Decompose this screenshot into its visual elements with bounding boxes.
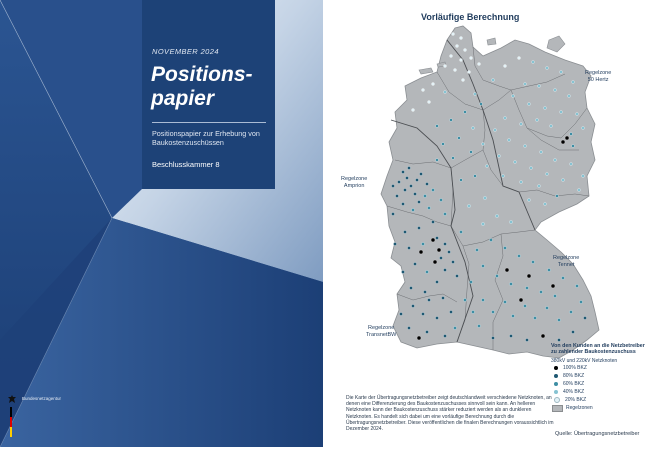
legend-dot-icon <box>554 382 558 386</box>
cover-subtitle: Positionspapier zur Erhebung von Baukostenzuschüssen <box>152 129 260 147</box>
zone-label-line: Regelzone <box>553 255 580 261</box>
legend-regions <box>551 404 647 412</box>
agency-name: Bundesnetzagentur <box>22 396 62 401</box>
fehmarn-island <box>487 38 496 45</box>
zone-label-transnetbw <box>366 325 396 338</box>
legend-label: 100% BKZ <box>563 365 587 372</box>
map-page <box>333 0 650 450</box>
legend-item <box>551 396 647 404</box>
legend-dot-icon <box>554 366 558 370</box>
zone-label-tennet <box>553 255 579 268</box>
cover-title <box>151 63 253 111</box>
legend-item <box>551 388 647 396</box>
map-legend <box>551 343 647 412</box>
map-title: Vorläufige Berechnung <box>421 12 520 22</box>
legend-label: 40% BKZ <box>563 389 585 396</box>
cover-title-line-2: papier <box>151 87 215 110</box>
zone-label-line: Amprion <box>343 182 365 189</box>
zone-label-line: Regelzone <box>341 176 368 182</box>
map-source: Quelle: Übertragungsnetzbetreiber <box>555 431 640 437</box>
legend-label: 20% BKZ <box>565 397 587 404</box>
legend-regions-label: Regelzonen <box>566 405 593 412</box>
title-divider <box>152 122 266 123</box>
cover-page <box>0 0 323 447</box>
zone-label-amprion <box>341 176 367 189</box>
legend-heading: Von den Kunden an die Netzbetreiber zu zahlender Baukostenzuschuss <box>551 343 645 356</box>
germany-outline <box>381 26 599 358</box>
eagle-icon <box>8 395 16 405</box>
legend-item <box>551 364 647 372</box>
zone-label-line: Regelzone <box>585 70 612 76</box>
chamber-label: Beschlusskammer 8 <box>152 160 220 169</box>
legend-subheading: 380kV und 220kV Netzknoten <box>551 358 618 365</box>
legend-item <box>551 380 647 388</box>
legend-item <box>551 372 647 380</box>
publication-date: NOVEMBER 2024 <box>152 47 219 56</box>
zone-label-50hertz <box>585 70 611 83</box>
ruegen-island <box>547 36 565 52</box>
zone-label-line: 50 Hertz <box>587 76 609 83</box>
legend-dot-icon <box>554 374 558 378</box>
legend-dot-icon <box>554 390 558 394</box>
zone-label-line: TransnetBW <box>366 331 397 338</box>
legend-label: 60% BKZ <box>563 381 585 388</box>
legend-label: 80% BKZ <box>563 373 585 380</box>
zone-label-line: Tennet <box>557 261 575 268</box>
zone-label-line: Regelzone <box>368 325 395 331</box>
map-caption: Die Karte der Übertragungsnetzbetreiber zeigt deutschlandweit verschiedene Netzknoten, an denen eine Differenzierung des Baukostenzuschusses sinnvoll sein kann. An helleren Netzknoten kann der Baukostenzuschuss stärker reduziert werden als an dunkleren Netzknoten. Es handelt sich dabei um eine vorläufige Berechnung durch die Übertragungsnetzbetreiber. Diese veröffentlichen die finalen Berechnungen voraussichtlich im Dezember 2024. <box>346 395 554 433</box>
flag-icon <box>10 407 12 437</box>
cover-title-line-1: Positions- <box>151 63 253 86</box>
agency-logo <box>8 395 48 435</box>
